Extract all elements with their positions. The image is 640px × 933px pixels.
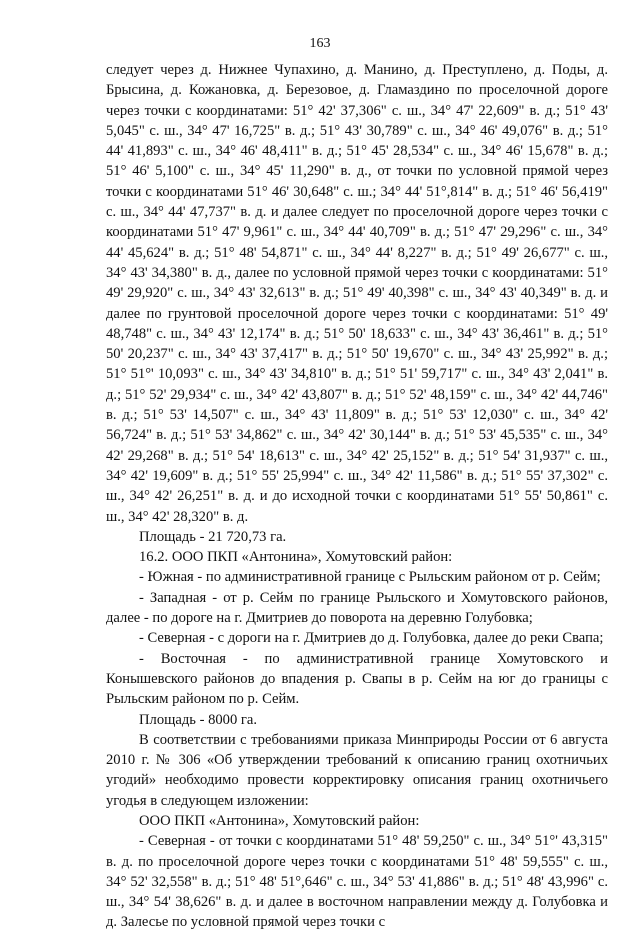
paragraph: ООО ПКП «Антонина», Хомутовский район: [139,812,420,829]
paragraph: следует через д. Нижнее Чупахино, д. Манино, д. Преступлено, д. Поды, д. Брысина, д. Кожановка, д. Березовое, д. Гламаздино по проселочной дороге через точки с координатами: 51° 42' 37,306" с. ш., 34° 47' 22,609" в. д.; 51° 43' 5,045" с. ш., 34° 47' 16,725" в. д.; 51° 43' 30,789" с. ш., 34° 46' 49,076" в. д.; 51° 44' 41,893" с. ш., 34° 46' 48,411" в. д.; 51° 45' 28,534" с. ш., 34° 46' 15,678" в. д.; 51° 46' 5,100" с. ш., 34° 45' 11,290" в. д., от точки по условной прямой через точки с координатами 51° 46' 30,648" с. ш.; 34° 44' 51°,814" в. д.; 51° 46' 56,419" с. ш., 34° 44' 47,737" в. д. и далее следует по проселочной дороге через точки с координатами 51° 47' 9,961" с. ш., 34° 44' 40,709" в. д.; 51° 47' 29,296" с. ш., 34° 44' 45,624" в. д.; 51° 48' 54,871" с. ш., 34° 44' 8,227" в. д.; 51° 49' 26,677" с. ш., 34° 43' 34,380" в. д., далее по условной прямой через точки с координатами: 51° 49' 29,920" с. ш., 34° 43' 32,613" в. д.; 51° 49' 40,398" с. ш., 34° 43' 40,349" в. д. и далее по грунтовой проселочной дороге через точки с координатами: 51° 49' 48,748" с. ш., 34° 43' 12,174" в. д.; 51° 50' 18,633" с. ш., 34° 43' 36,461" в. д.; 51° 50' 20,237" с. ш., 34° 43' 37,417" в. д.; 51° 50' 19,670" с. ш., 34° 43' 25,992" в. д.; 51° 51°' 10,093" с. ш., 34° 43' 34,810" в. д.; 51° 51' 59,717" с. ш., 34° 43' 2,041" в. д.; 51° 52' 29,934" с. ш., 34° 42' 43,807" в. д.; 51° 52' 48,159" с. ш., 34° 42' 44,746" в. д.; 51° 53' 14,507" с. ш., 34° 43' 11,809" в. д.; 51° 53' 12,030" с. ш., 34° 42' 56,724" в. д.; 51° 53' 34,862" с. ш., 34° 42' 30,144" в. д.; 51° 53' 45,535" с. ш., 34° 42' 29,268" в. д.; 51° 54' 18,613" с. ш., 34° 42' 25,152" в. д.; 51° 54' 31,937" с. ш., 34° 42' 19,609" в. д.; 51° 55' 25,994" с. ш., 34° 42' 11,586" в. д.; 51° 55' 37,302" с. ш., 34° 42' 26,251" в. д. и до исходной точки с координатами 51° 55' 50,861" с. ш., 34° 42' 28,320" в. д. [106,62,608,525]
paragraph: - Южная - по административной границе с Рыльским районом от р. Сейм; [139,569,601,586]
document-body [106,60,608,933]
page-number: 163 [309,36,331,51]
paragraph: - Западная - от р. Сейм по границе Рыльского и Хомутовского районов, далее - по дороге на г. Дмитриев до поворота на деревню Голубовка; [106,589,608,627]
paragraph: - Северная - от точки с координатами 51° 48' 59,250" с. ш., 34° 51°' 43,315" в. д. по проселочной дороге через точки с координатами 51° 48' 59,555" с. ш., 34° 52' 32,558" в. д.; 51° 48' 51°,646" с. ш., 34° 53' 41,886" в. д.; 51° 48' 43,996" с. ш., 34° 54' 38,626" в. д. и далее в восточном направлении между д. Голубовка и д. Залесье по условной прямой через точки с [106,833,608,931]
paragraph: 16.2. ООО ПКП «Антонина», Хомутовский район: [139,549,453,566]
paragraph: - Северная - с дороги на г. Дмитриев до д. Голубовка, далее до реки Свапа; [139,630,604,647]
paragraph: Площадь - 8000 га. [139,711,258,728]
paragraph: - Восточная - по административной границе Хомутовского и Конышевского районов до впадения р. Свапы в р. Сейм на юг до границы с Рыльским районом по р. Сейм. [106,650,608,708]
paragraph: Площадь - 21 720,73 га. [139,528,287,545]
paragraph: В соответствии с требованиями приказа Минприроды России от 6 августа 2010 г. № 306 «Об утверждении требований к описанию границ охотничьих угодий» необходимо провести корректировку описания границ охотничьего угодья в следующем изложении: [106,731,608,809]
